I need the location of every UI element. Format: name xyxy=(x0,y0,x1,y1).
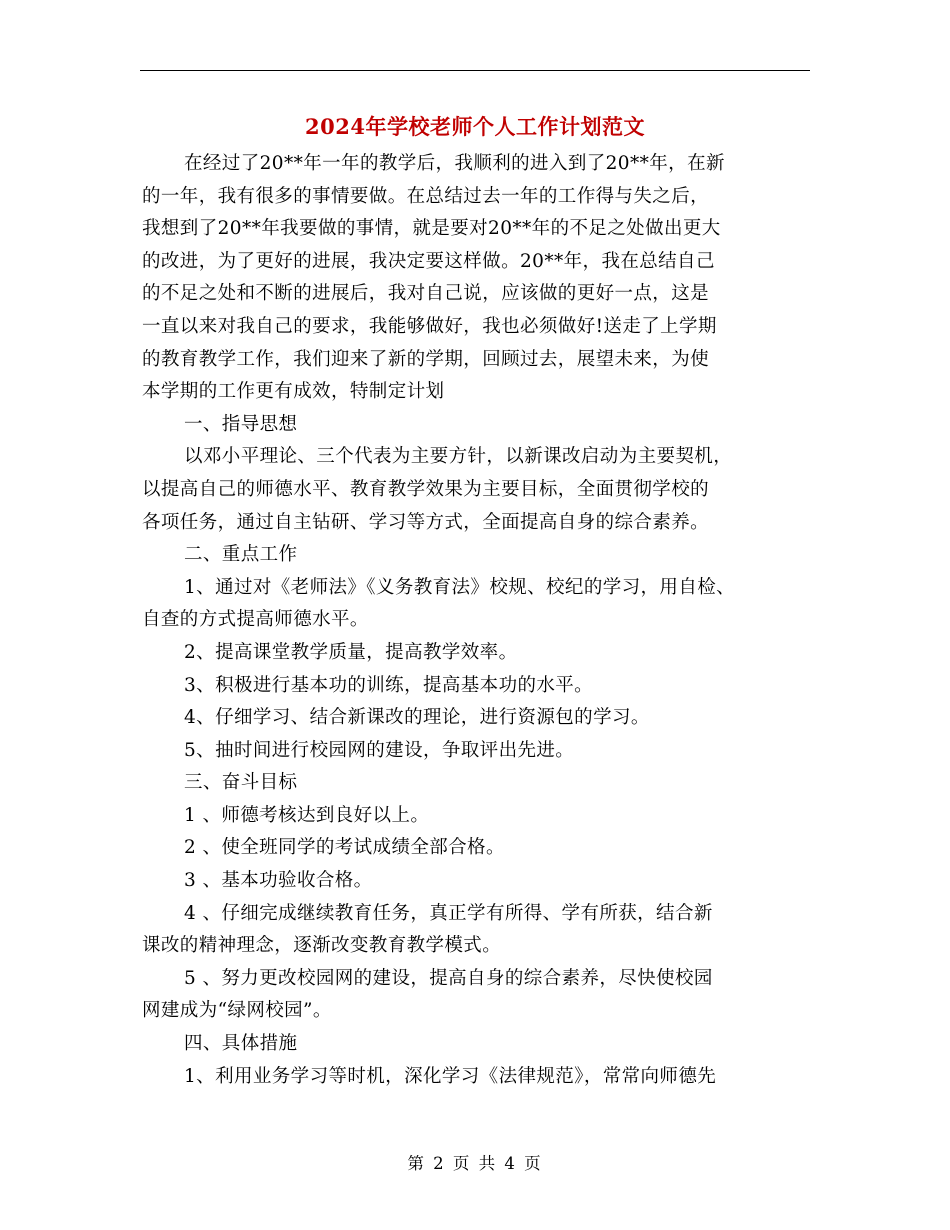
text-line: 1 、师德考核达到良好以上。 xyxy=(184,804,430,826)
text-line: 的改进，为了更好的进展，我决定要这样做。20**年，我在总结自己 xyxy=(142,250,715,272)
text-line: 3 、基本功验收合格。 xyxy=(184,870,373,892)
text-line: 二、重点工作 xyxy=(184,544,298,566)
text-line: 5 、努力更改校园网的建设，提高自身的综合素养，尽快使校园 xyxy=(184,967,713,989)
header-rule xyxy=(140,70,810,71)
text-line: 课改的精神理念，逐渐改变教育教学模式。 xyxy=(142,935,502,957)
document-body xyxy=(142,148,812,1093)
text-line: 一、指导思想 xyxy=(184,413,298,435)
text-line: 1、利用业务学习等时机，深化学习《法律规范》，常常向师德先 xyxy=(184,1065,717,1087)
text-line: 以邓小平理论、三个代表为主要方针，以新课改启动为主要契机， xyxy=(184,446,733,468)
text-line: 我想到了20**年我要做的事情，就是要对20**年的不足之处做出更大 xyxy=(142,218,721,240)
text-line: 4 、仔细完成继续教育任务，真正学有所得、学有所获，结合新 xyxy=(184,902,713,924)
text-line: 本学期的工作更有成效，特制定计划 xyxy=(142,381,445,403)
page-number-footer: 第 2 页 共 4 页 xyxy=(407,1154,543,1173)
text-line: 1、通过对《老师法》《义务教育法》校规、校纪的学习，用自检、 xyxy=(184,576,736,598)
text-line: 的教育教学工作，我们迎来了新的学期，回顾过去，展望未来，为使 xyxy=(142,348,710,370)
document-title: 2024年学校老师个人工作计划范文 xyxy=(305,114,645,139)
text-line: 2 、使全班同学的考试成绩全部合格。 xyxy=(184,837,505,859)
text-line: 3、积极进行基本功的训练，提高基本功的水平。 xyxy=(184,674,594,696)
text-line: 在经过了20**年一年的教学后，我顺利的进入到了20**年，在新 xyxy=(184,153,725,174)
text-line: 各项任务，通过自主钻研、学习等方式，全面提高自身的综合素养。 xyxy=(142,511,710,533)
text-line: 四、具体措施 xyxy=(184,1033,298,1055)
text-line: 4、仔细学习、结合新课改的理论，进行资源包的学习。 xyxy=(184,707,650,729)
text-line: 5、抽时间进行校园网的建设，争取评出先进。 xyxy=(184,739,575,761)
text-line: 一直以来对我自己的要求，我能够做好，我也必须做好!送走了上学期 xyxy=(142,315,717,337)
text-line: 三、奋斗目标 xyxy=(184,772,298,794)
text-line: 2、提高课堂教学质量，提高教学效率。 xyxy=(184,641,518,663)
text-line: 以提高自己的师德水平、教育教学效果为主要目标，全面贯彻学校的 xyxy=(142,478,710,500)
text-line: 的一年，我有很多的事情要做。在总结过去一年的工作得与失之后， xyxy=(142,185,710,207)
text-line: 的不足之处和不断的进展后，我对自己说，应该做的更好一点，这是 xyxy=(142,283,710,305)
text-line: 网建成为“绿网校园”。 xyxy=(142,1000,332,1022)
text-line: 自查的方式提高师德水平。 xyxy=(142,609,369,631)
